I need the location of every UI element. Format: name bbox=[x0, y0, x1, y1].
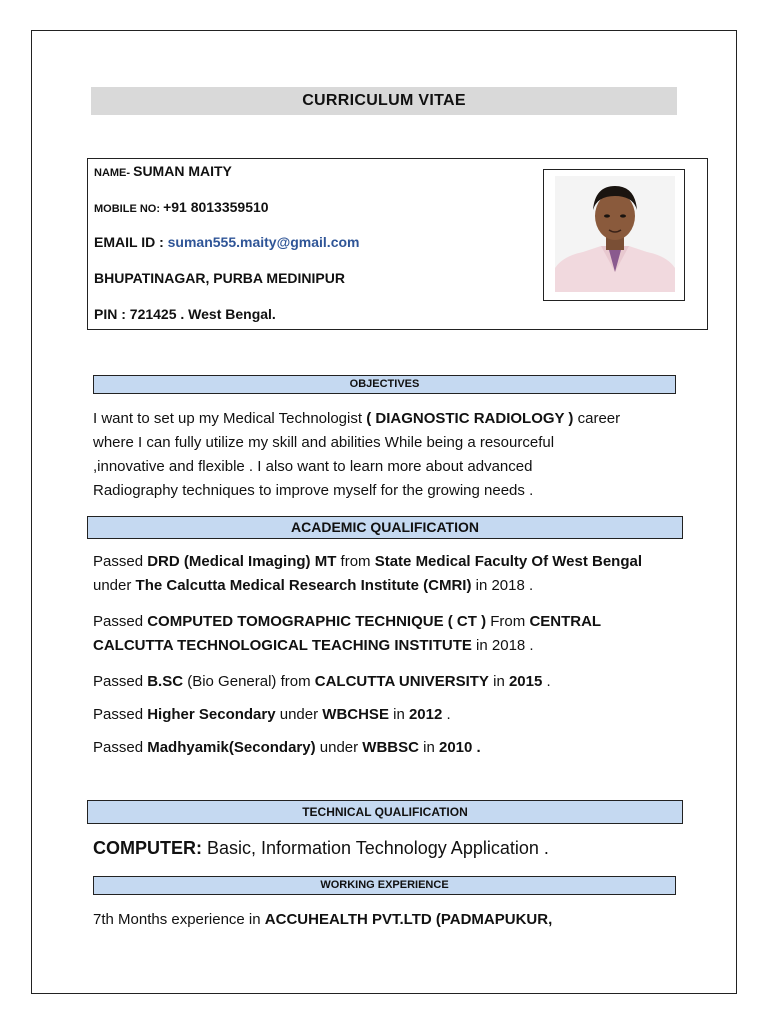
email-label: EMAIL ID : bbox=[94, 234, 168, 250]
pin-line bbox=[94, 306, 276, 324]
contact-box bbox=[87, 158, 708, 330]
academic-item-3: Passed B.SC (Bio General) from CALCUTTA UNIVERSITY in 2015 . bbox=[93, 673, 551, 690]
photo-frame bbox=[543, 169, 685, 301]
profile-photo bbox=[555, 176, 675, 292]
page-title: CURRICULUM VITAE bbox=[91, 87, 677, 115]
pin-value: PIN : 721425 . West Bengal. bbox=[94, 306, 276, 322]
objectives-text bbox=[93, 407, 693, 503]
academic-heading: ACADEMIC QUALIFICATION bbox=[87, 516, 683, 539]
objectives-line-1: I want to set up my Medical Technologist ( DIAGNOSTIC RADIOLOGY ) career bbox=[93, 410, 621, 427]
email-line bbox=[94, 234, 359, 252]
person-photo-icon bbox=[555, 176, 675, 292]
email-link[interactable]: suman555.maity@gmail.com bbox=[167, 234, 360, 250]
objectives-line-3: ,innovative and flexible . I also want to learn more about advanced bbox=[93, 458, 533, 475]
mobile-line bbox=[94, 199, 269, 217]
objectives-line-2: where I can fully utilize my skill and abilities While being a resourceful bbox=[93, 434, 555, 451]
name-line bbox=[94, 163, 232, 181]
experience-item: 7th Months experience in ACCUHEALTH PVT.LTD (PADMAPUKUR, bbox=[93, 911, 553, 928]
academic-item-1: Passed DRD (Medical Imaging) MT from State Medical Faculty Of West Bengal under The Calcutta Medical Research Institute (CMRI) in 2018 . bbox=[93, 553, 643, 594]
name-value: SUMAN MAITY bbox=[133, 163, 232, 179]
academic-item-2: Passed COMPUTED TOMOGRAPHIC TECHNIQUE ( CT ) From CENTRAL CALCUTTA TECHNOLOGICAL TEACHING INSTITUTE in 2018 . bbox=[93, 613, 602, 654]
academic-item-4: Passed Higher Secondary under WBCHSE in 2012 . bbox=[93, 706, 451, 723]
name-label: NAME- bbox=[94, 167, 134, 179]
objectives-heading: OBJECTIVES bbox=[93, 375, 676, 394]
mobile-label: MOBILE NO: bbox=[94, 203, 164, 215]
academic-item-5: Passed Madhyamik(Secondary) under WBBSC in 2010 . bbox=[93, 739, 481, 756]
address-line bbox=[94, 270, 345, 288]
experience-heading: WORKING EXPERIENCE bbox=[93, 876, 676, 895]
address-value: BHUPATINAGAR, PURBA MEDINIPUR bbox=[94, 270, 345, 286]
technical-item: COMPUTER: Basic, Information Technology Application . bbox=[93, 838, 549, 858]
technical-heading: TECHNICAL QUALIFICATION bbox=[87, 800, 683, 824]
mobile-value: +91 8013359510 bbox=[163, 199, 269, 215]
objectives-line-4: Radiography techniques to improve myself for the growing needs . bbox=[93, 482, 534, 499]
